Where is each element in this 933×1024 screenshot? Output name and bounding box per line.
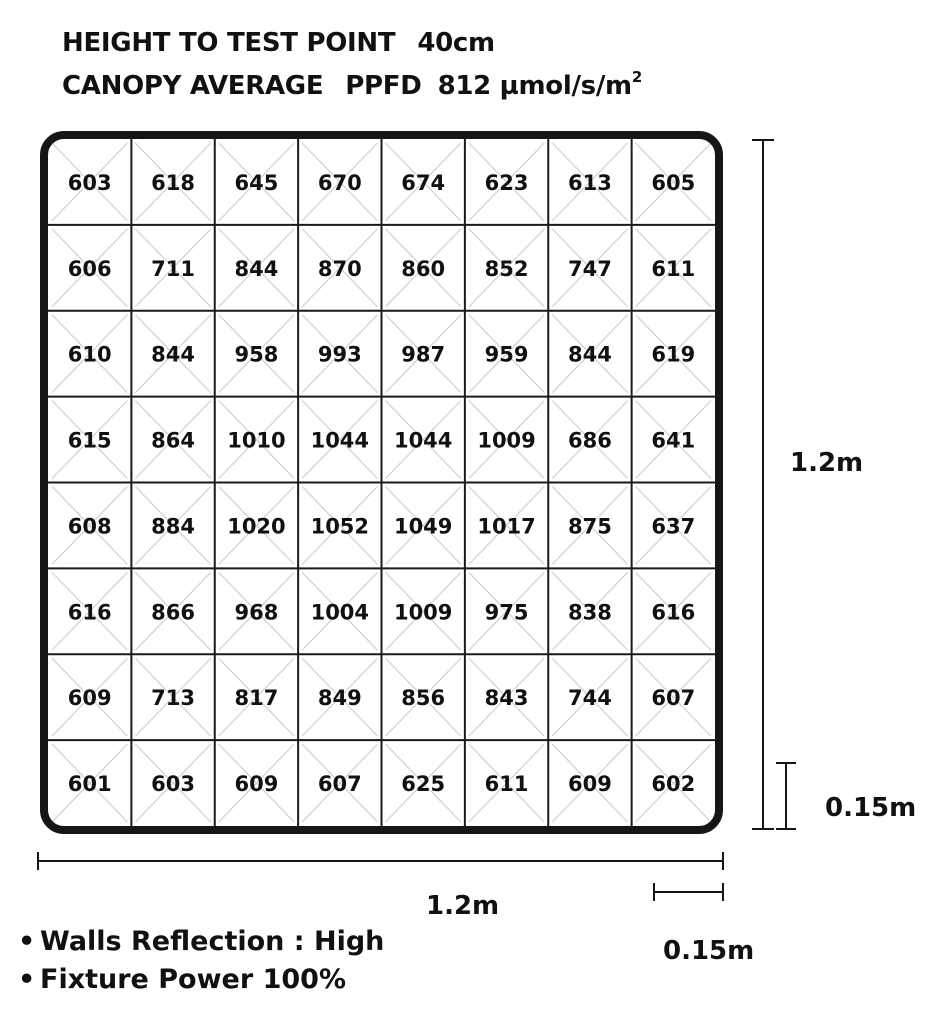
grid-cell bbox=[386, 143, 461, 221]
grid-cell bbox=[302, 487, 377, 565]
cell-value: 870 bbox=[317, 256, 362, 281]
grid-cell bbox=[469, 572, 544, 650]
grid-cell bbox=[135, 744, 210, 822]
ppfd-grid-frame bbox=[40, 131, 723, 834]
grid-cell bbox=[636, 315, 711, 393]
cell-value: 875 bbox=[568, 514, 612, 539]
cell-value: 843 bbox=[484, 686, 529, 711]
grid-cell bbox=[52, 658, 127, 736]
cell-value: 975 bbox=[484, 600, 529, 625]
cell-width-scale-cap-right bbox=[722, 883, 724, 901]
cell-value: 674 bbox=[401, 170, 446, 195]
cell-value: 645 bbox=[234, 170, 279, 195]
grid-cell bbox=[219, 744, 294, 822]
grid-cell bbox=[386, 572, 461, 650]
grid-cell bbox=[636, 229, 711, 307]
grid-cell bbox=[302, 401, 377, 479]
grid-cell bbox=[386, 229, 461, 307]
cell-value: 860 bbox=[401, 256, 446, 281]
grid-cell bbox=[469, 143, 544, 221]
cell-value: 849 bbox=[317, 686, 362, 711]
canopy-average-label: CANOPY AVERAGE bbox=[62, 71, 324, 101]
grid-cell bbox=[636, 744, 711, 822]
cell-value: 619 bbox=[651, 342, 696, 367]
grid-cell bbox=[552, 401, 627, 479]
cell-value: 611 bbox=[651, 256, 696, 281]
cell-value: 987 bbox=[401, 342, 446, 367]
cell-value: 686 bbox=[568, 428, 612, 453]
grid-cell bbox=[469, 658, 544, 736]
note-walls-reflection-text: Walls Reflection : High bbox=[40, 926, 385, 957]
grid-cell bbox=[52, 572, 127, 650]
grid-cell bbox=[552, 658, 627, 736]
width-dimension-cap-left bbox=[37, 852, 39, 870]
grid-cell bbox=[135, 658, 210, 736]
cell-value: 1044 bbox=[310, 428, 370, 453]
grid-cell bbox=[52, 744, 127, 822]
cell-value: 993 bbox=[317, 342, 362, 367]
cell-value: 844 bbox=[234, 256, 279, 281]
grid-cell bbox=[219, 487, 294, 565]
note-walls-reflection: • Walls Reflection : High bbox=[18, 926, 385, 957]
cell-value: 884 bbox=[151, 514, 195, 539]
grid-cell bbox=[52, 487, 127, 565]
grid-cell bbox=[636, 658, 711, 736]
cell-value: 817 bbox=[234, 686, 279, 711]
cell-value: 852 bbox=[484, 256, 529, 281]
grid-cell bbox=[52, 143, 127, 221]
grid-cell bbox=[302, 143, 377, 221]
cell-value: 747 bbox=[568, 256, 612, 281]
grid-cell bbox=[469, 401, 544, 479]
grid-cell bbox=[135, 315, 210, 393]
cell-value: 641 bbox=[651, 428, 696, 453]
height-label: 1.2m bbox=[790, 448, 864, 478]
grid-cell bbox=[52, 315, 127, 393]
grid-cell bbox=[302, 658, 377, 736]
cell-value: 601 bbox=[67, 772, 112, 797]
header-test-height bbox=[62, 30, 495, 56]
cell-value: 609 bbox=[67, 686, 112, 711]
grid-cell bbox=[636, 572, 711, 650]
cell-value: 1049 bbox=[393, 514, 453, 539]
cell-value: 611 bbox=[484, 772, 529, 797]
note-fixture-power: • Fixture Power 100% bbox=[18, 964, 346, 995]
grid-cell bbox=[302, 315, 377, 393]
grid-cell bbox=[135, 143, 210, 221]
ppfd-heatmap bbox=[48, 139, 715, 826]
ppfd-label: PPFD bbox=[345, 71, 422, 101]
cell-value: 615 bbox=[67, 428, 112, 453]
grid-cell bbox=[219, 401, 294, 479]
cell-value: 607 bbox=[651, 686, 696, 711]
cell-value: 605 bbox=[651, 170, 696, 195]
grid-cell bbox=[552, 487, 627, 565]
header-canopy-average bbox=[62, 70, 642, 99]
cell-value: 844 bbox=[151, 342, 195, 367]
grid-cell bbox=[302, 229, 377, 307]
cell-value: 958 bbox=[234, 342, 279, 367]
cell-value: 959 bbox=[484, 342, 529, 367]
grid-cell bbox=[219, 315, 294, 393]
test-height-label: HEIGHT TO TEST POINT bbox=[62, 28, 396, 58]
cell-height-label: 0.15m bbox=[825, 793, 917, 823]
grid-cell bbox=[552, 315, 627, 393]
cell-value: 610 bbox=[67, 342, 112, 367]
cell-value: 844 bbox=[568, 342, 612, 367]
grid-cell bbox=[302, 572, 377, 650]
grid-cell bbox=[386, 658, 461, 736]
grid-cell bbox=[636, 143, 711, 221]
cell-value: 968 bbox=[234, 600, 279, 625]
cell-value: 608 bbox=[67, 514, 112, 539]
cell-value: 613 bbox=[568, 170, 612, 195]
cell-value: 606 bbox=[67, 256, 112, 281]
cell-value: 1044 bbox=[393, 428, 453, 453]
grid-cell bbox=[552, 572, 627, 650]
grid-cell bbox=[469, 744, 544, 822]
height-dimension-cap-top bbox=[752, 139, 774, 141]
grid-cell bbox=[135, 229, 210, 307]
grid-cell bbox=[386, 487, 461, 565]
cell-value: 1020 bbox=[227, 514, 286, 539]
width-dimension-line bbox=[38, 860, 724, 862]
grid-cell bbox=[469, 315, 544, 393]
cell-height-scale-line bbox=[785, 763, 787, 829]
cell-value: 609 bbox=[234, 772, 279, 797]
width-dimension-cap-right bbox=[722, 852, 724, 870]
cell-value: 744 bbox=[568, 686, 612, 711]
grid-cell bbox=[552, 744, 627, 822]
grid-cell bbox=[386, 315, 461, 393]
width-label: 1.2m bbox=[426, 891, 500, 921]
cell-value: 616 bbox=[67, 600, 112, 625]
cell-value: 713 bbox=[151, 686, 195, 711]
grid-cell bbox=[135, 401, 210, 479]
cell-value: 625 bbox=[401, 772, 446, 797]
cell-width-scale-cap-left bbox=[653, 883, 655, 901]
grid-cell bbox=[219, 572, 294, 650]
height-dimension-cap-bottom bbox=[752, 828, 774, 830]
cell-value: 623 bbox=[484, 170, 529, 195]
cell-value: 866 bbox=[151, 600, 195, 625]
cell-value: 1052 bbox=[310, 514, 370, 539]
grid-cell bbox=[469, 487, 544, 565]
grid-cell bbox=[52, 401, 127, 479]
test-height-value: 40cm bbox=[417, 28, 495, 58]
cell-value: 603 bbox=[67, 170, 112, 195]
grid-cell bbox=[219, 229, 294, 307]
cell-width-scale-line bbox=[654, 891, 724, 893]
cell-value: 602 bbox=[651, 772, 696, 797]
grid-cell bbox=[552, 229, 627, 307]
grid-cell bbox=[386, 744, 461, 822]
grid-cell bbox=[219, 658, 294, 736]
cell-value: 1009 bbox=[477, 428, 536, 453]
height-dimension-line bbox=[762, 140, 764, 830]
cell-value: 856 bbox=[401, 686, 446, 711]
grid-cell bbox=[469, 229, 544, 307]
grid-cell bbox=[302, 744, 377, 822]
cell-value: 637 bbox=[651, 514, 696, 539]
grid-cell bbox=[636, 487, 711, 565]
grid-cell bbox=[219, 143, 294, 221]
cell-value: 603 bbox=[151, 772, 195, 797]
ppfd-unit-superscript: 2 bbox=[631, 68, 642, 86]
ppfd-value: 812 µmol/s/m bbox=[437, 71, 632, 101]
grid-cell bbox=[386, 401, 461, 479]
grid-cell bbox=[135, 572, 210, 650]
cell-value: 1009 bbox=[393, 600, 453, 625]
cell-value: 616 bbox=[651, 600, 696, 625]
cell-value: 711 bbox=[151, 256, 195, 281]
grid-cell bbox=[135, 487, 210, 565]
cell-value: 1010 bbox=[227, 428, 286, 453]
grid-cell bbox=[52, 229, 127, 307]
cell-height-scale-cap-top bbox=[776, 762, 796, 764]
cell-value: 670 bbox=[317, 170, 362, 195]
cell-value: 1004 bbox=[310, 600, 370, 625]
note-fixture-power-text: Fixture Power 100% bbox=[40, 964, 346, 995]
grid-cell bbox=[552, 143, 627, 221]
cell-width-label: 0.15m bbox=[663, 936, 755, 966]
cell-value: 1017 bbox=[477, 514, 536, 539]
cell-height-scale-cap-bottom bbox=[776, 828, 796, 830]
cell-value: 618 bbox=[151, 170, 195, 195]
grid-cell bbox=[636, 401, 711, 479]
cell-value: 609 bbox=[568, 772, 612, 797]
cell-value: 864 bbox=[151, 428, 195, 453]
cell-value: 838 bbox=[568, 600, 612, 625]
cell-value: 607 bbox=[317, 772, 362, 797]
